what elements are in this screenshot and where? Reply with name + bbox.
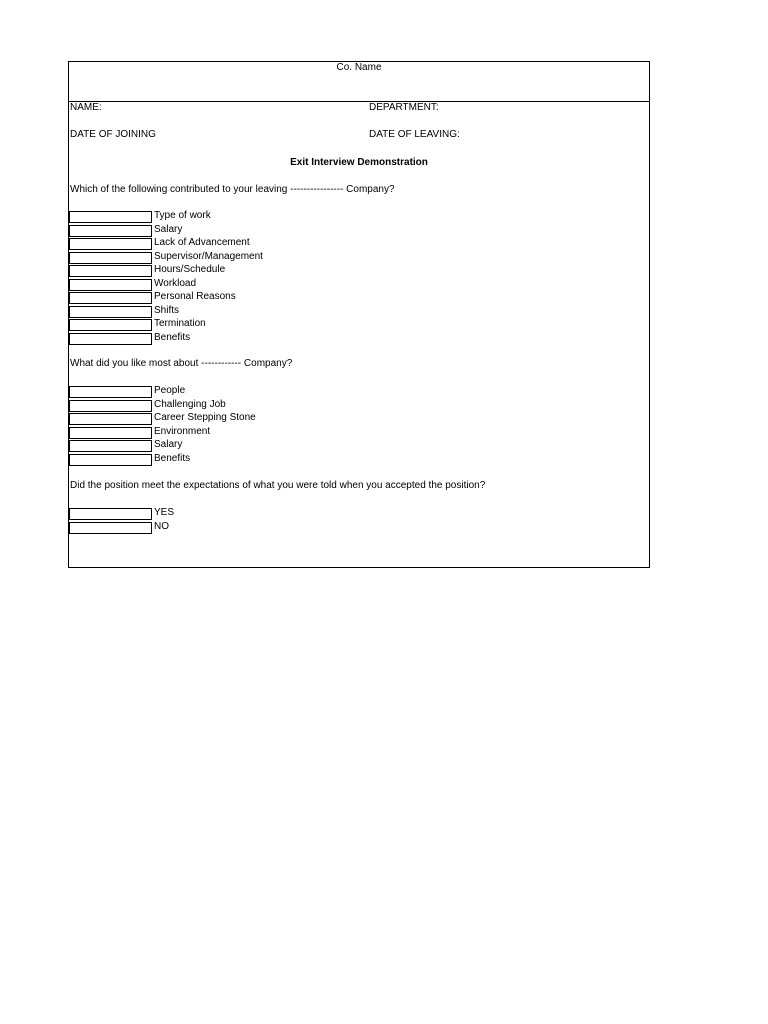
name-label: NAME: [70, 102, 102, 113]
option-checkbox[interactable] [69, 333, 152, 345]
option-checkbox[interactable] [69, 319, 152, 331]
option-checkbox[interactable] [69, 454, 152, 466]
option-checkbox[interactable] [69, 427, 152, 439]
option-row [69, 453, 369, 467]
question-2-options [69, 385, 369, 466]
option-checkbox[interactable] [69, 211, 152, 223]
option-label: Hours/Schedule [154, 264, 226, 275]
option-label: Environment [154, 425, 211, 437]
form-title: Exit Interview Demonstration [290, 157, 428, 168]
option-label: Salary [154, 223, 183, 235]
option-row [69, 426, 369, 440]
date-of-leaving-label: DATE OF LEAVING: [369, 129, 460, 140]
option-checkbox[interactable] [69, 238, 152, 250]
option-checkbox[interactable] [69, 292, 152, 304]
option-row [69, 385, 369, 399]
option-row [69, 399, 369, 413]
option-label: Career Stepping Stone [154, 412, 256, 423]
option-checkbox[interactable] [69, 386, 152, 398]
option-row [69, 264, 369, 278]
option-checkbox[interactable] [69, 413, 152, 425]
question-1-text: Which of the following contributed to your leaving ---------------- Company? [70, 184, 395, 195]
option-row [69, 278, 369, 292]
option-row [69, 318, 369, 332]
department-label: DEPARTMENT: [369, 102, 439, 113]
option-row [69, 521, 369, 535]
option-row [69, 412, 369, 426]
option-checkbox[interactable] [69, 400, 152, 412]
option-row [69, 291, 369, 305]
option-label: People [154, 385, 186, 396]
option-checkbox[interactable] [69, 440, 152, 452]
option-row [69, 224, 369, 238]
option-label: Challenging Job [154, 398, 226, 410]
option-label: YES [154, 507, 175, 518]
option-label: Lack of Advancement [154, 237, 250, 248]
date-of-joining-label: DATE OF JOINING [70, 129, 156, 140]
option-checkbox[interactable] [69, 225, 152, 237]
option-label: Personal Reasons [154, 291, 236, 302]
option-label: Termination [154, 318, 206, 329]
option-checkbox[interactable] [69, 265, 152, 277]
option-label: Workload [154, 277, 197, 289]
question-3-options [69, 507, 369, 534]
option-label: Benefits [154, 331, 191, 343]
option-row [69, 251, 369, 265]
option-label: Shifts [154, 304, 180, 316]
header-divider [69, 101, 649, 102]
option-row [69, 439, 369, 453]
option-checkbox[interactable] [69, 252, 152, 264]
option-label: NO [154, 520, 169, 532]
option-row [69, 237, 369, 251]
exit-interview-form [68, 61, 650, 568]
option-row [69, 305, 369, 319]
option-checkbox[interactable] [69, 306, 152, 318]
option-label: Supervisor/Management [154, 250, 263, 262]
option-row [69, 507, 369, 521]
option-label: Type of work [154, 210, 211, 221]
option-row [69, 332, 369, 346]
question-1-options [69, 210, 369, 345]
option-checkbox[interactable] [69, 279, 152, 291]
option-checkbox[interactable] [69, 508, 152, 520]
company-name: Co. Name [336, 62, 382, 73]
question-2-text: What did you like most about ------------ Company? [70, 358, 293, 369]
option-row [69, 210, 369, 224]
question-3-text: Did the position meet the expectations of what you were told when you accepted the position? [70, 480, 486, 491]
option-label: Salary [154, 439, 183, 450]
option-label: Benefits [154, 452, 191, 464]
option-checkbox[interactable] [69, 522, 152, 534]
